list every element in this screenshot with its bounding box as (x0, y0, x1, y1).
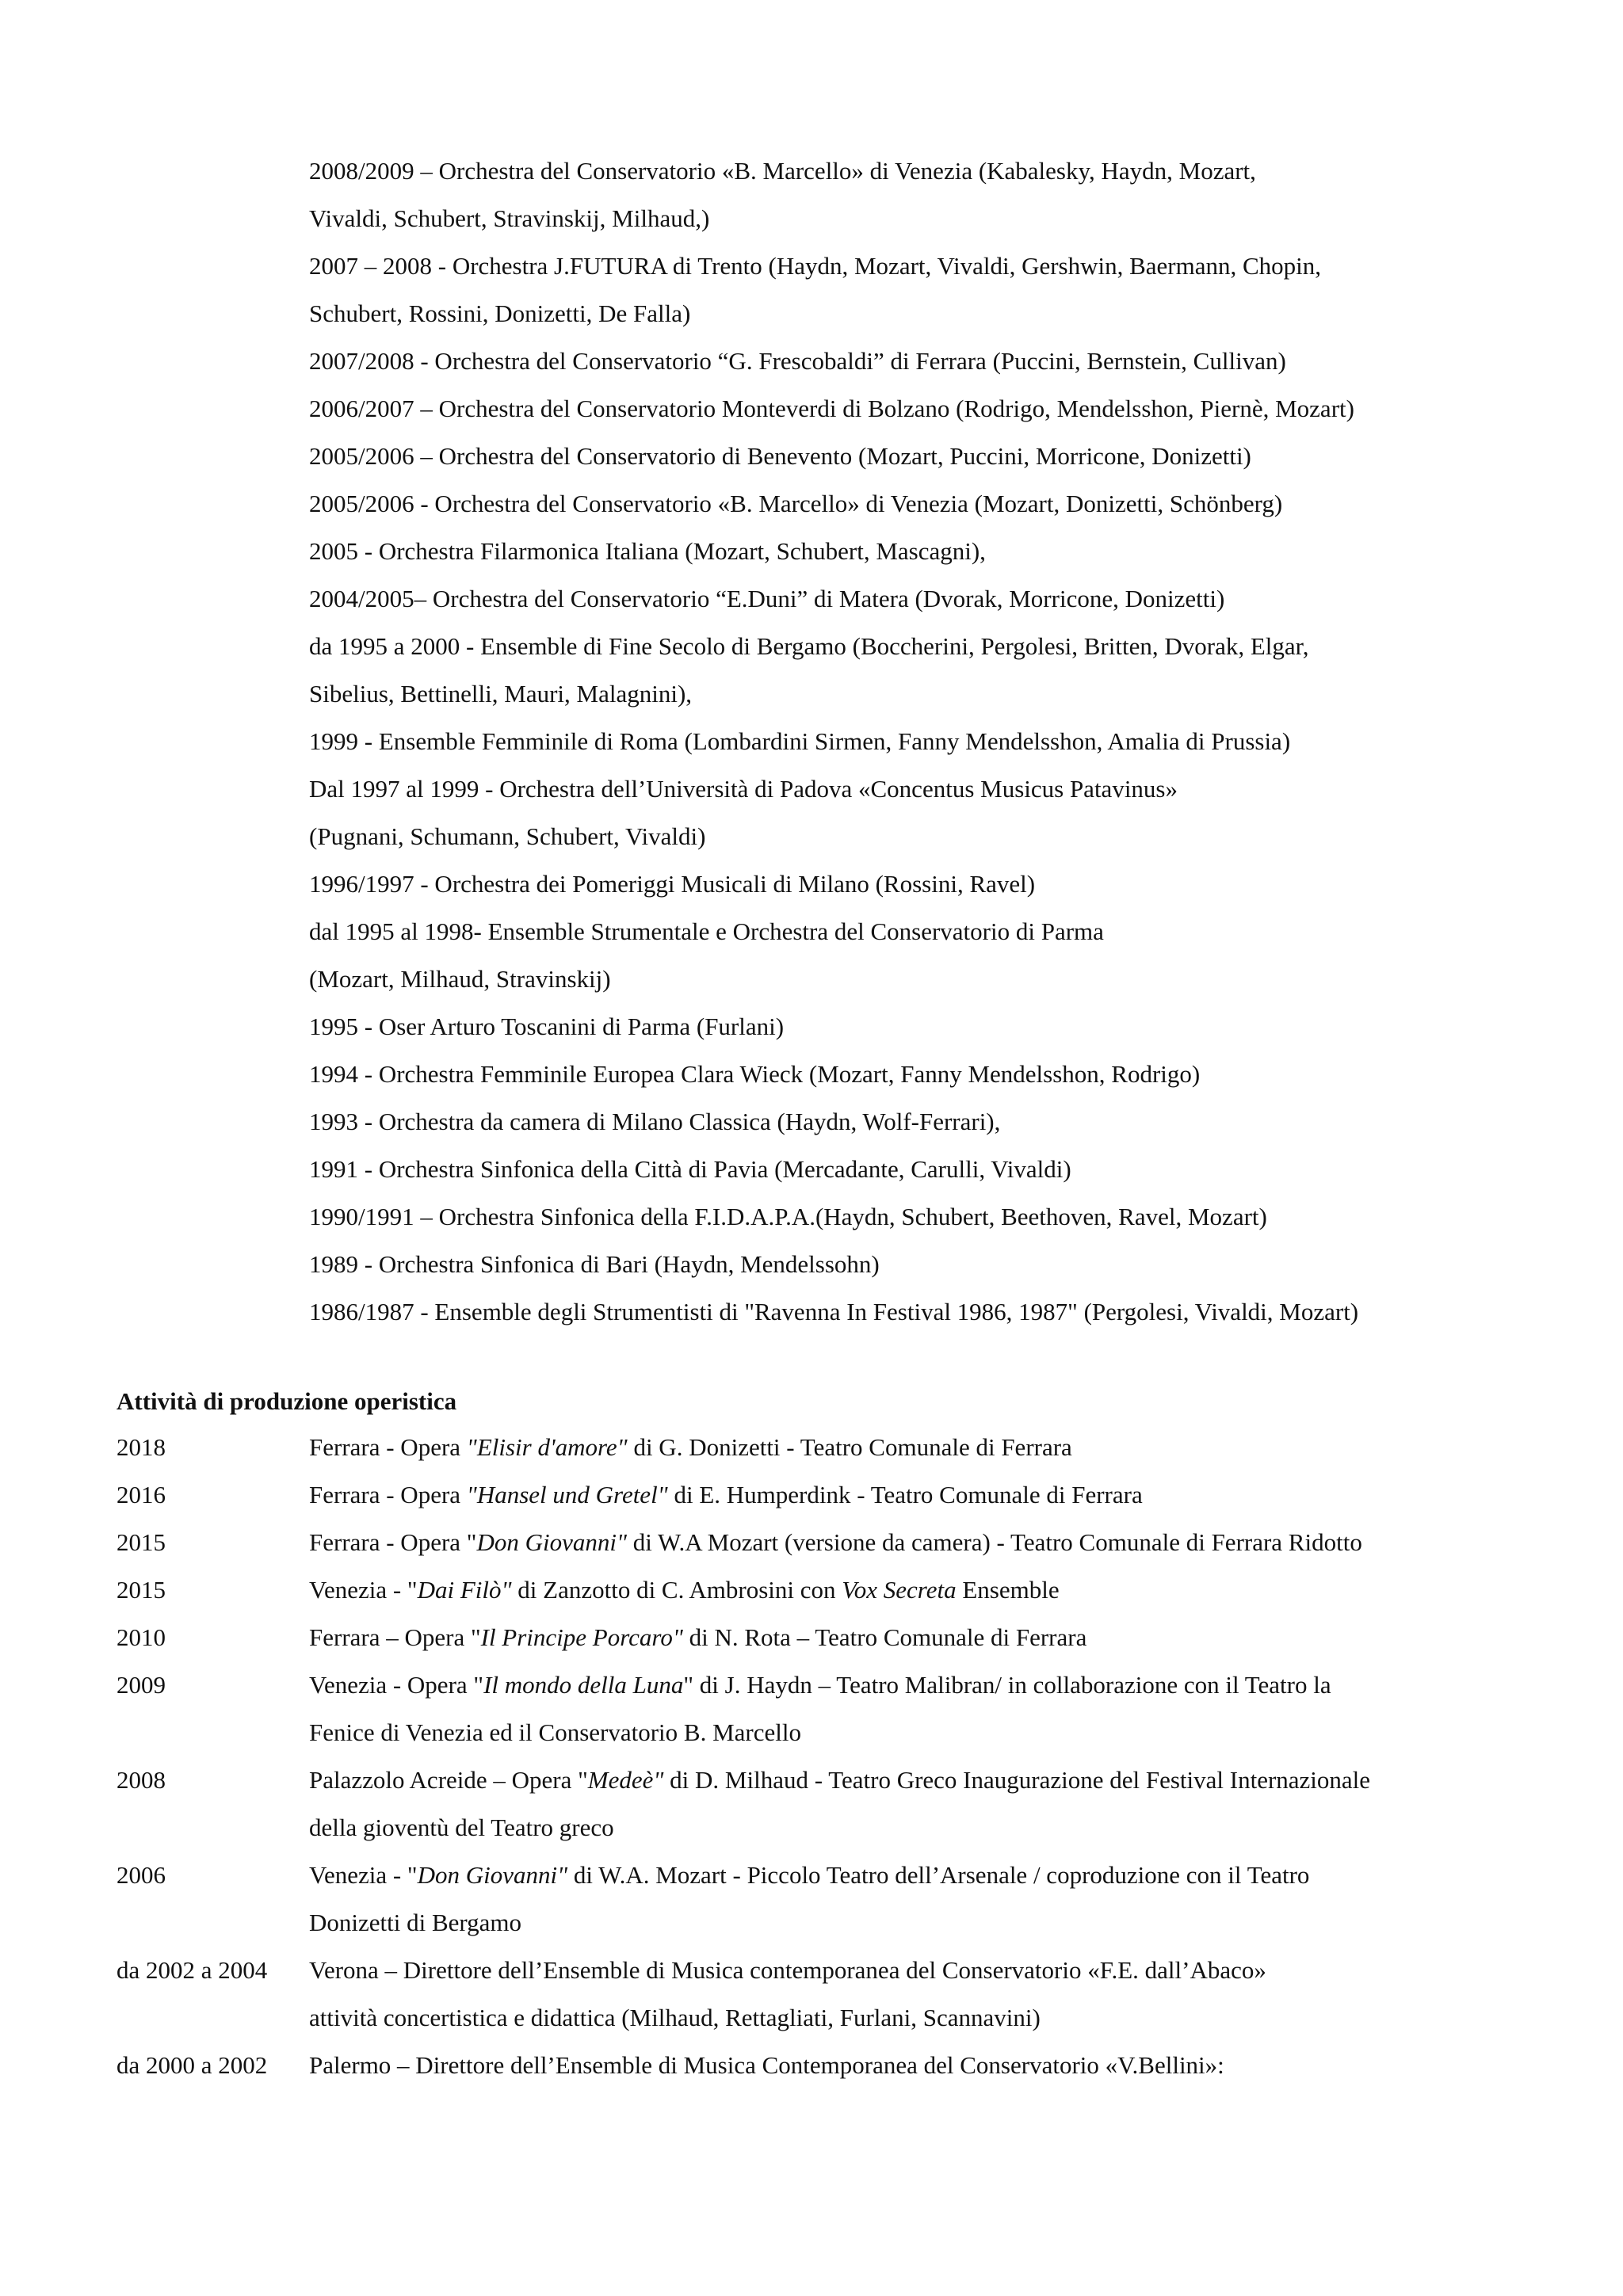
italic-title: Medeè" (587, 1766, 664, 1794)
text-segment: di D. Milhaud - Teatro Greco Inaugurazione del Festival Internazionale (663, 1766, 1371, 1794)
text-segment: Ferrara - Opera (309, 1433, 467, 1461)
orchestra-line: 2005 - Orchestra Filarmonica Italiana (Mozart, Schubert, Mascagni), (309, 537, 986, 565)
orchestra-line: 1990/1991 – Orchestra Sinfonica della F.I.D.A.P.A.(Haydn, Schubert, Beethoven, Ravel, Mozart) (309, 1203, 1267, 1230)
text-segment: Fenice di Venezia ed il Conservatorio B. Marcello (309, 1718, 801, 1746)
production-line (309, 1811, 1606, 1859)
orchestra-line: 1989 - Orchestra Sinfonica di Bari (Haydn, Mendelssohn) (309, 1250, 880, 1278)
production-year: da 2002 a 2004 (116, 1956, 268, 1984)
production-entry (116, 1573, 1606, 1621)
production-description (309, 1573, 1606, 1621)
orchestra-list (309, 154, 1593, 1343)
production-line (309, 1431, 1606, 1478)
text-segment: Ensemble (956, 1576, 1060, 1604)
production-line (309, 1478, 1606, 1526)
production-entry (116, 1954, 1606, 2049)
production-entry (116, 1478, 1606, 1526)
orchestra-line: 1986/1987 - Ensemble degli Strumentisti di "Ravenna In Festival 1986, 1987" (Pergolesi, Vivaldi, Mozart) (309, 1298, 1359, 1325)
orchestra-line: da 1995 a 2000 - Ensemble di Fine Secolo di Bergamo (Boccherini, Pergolesi, Britten, Dvorak, Elgar, (309, 632, 1309, 660)
section-title: Attività di produzione operistica (116, 1387, 457, 1415)
production-year: 2015 (116, 1528, 166, 1556)
production-description (309, 1478, 1606, 1526)
orchestra-line: 2005/2006 - Orchestra del Conservatorio «B. Marcello» di Venezia (Mozart, Donizetti, Schönberg) (309, 490, 1283, 517)
production-year: 2016 (116, 1481, 166, 1508)
orchestra-line: 1996/1997 - Orchestra dei Pomeriggi Musicali di Milano (Rossini, Ravel) (309, 870, 1036, 898)
italic-title: Dai Filò" (417, 1576, 512, 1604)
orchestra-line: Sibelius, Bettinelli, Mauri, Malagnini), (309, 680, 693, 707)
italic-title: Don Giovanni" (476, 1528, 627, 1556)
orchestra-line: 1999 - Ensemble Femminile di Roma (Lombardini Sirmen, Fanny Mendelsshon, Amalia di Prussia) (309, 727, 1291, 755)
production-description (309, 1954, 1606, 2049)
text-segment: Ferrara - Opera " (309, 1528, 477, 1556)
production-entry (116, 1526, 1606, 1573)
orchestra-line: 2006/2007 – Orchestra del Conservatorio Monteverdi di Bolzano (Rodrigo, Mendelsshon, Piernè, Mozart) (309, 395, 1354, 422)
production-year: 2009 (116, 1671, 166, 1699)
production-line (309, 1906, 1606, 1954)
text-segment: Palazzolo Acreide – Opera " (309, 1766, 588, 1794)
orchestra-line: 1991 - Orchestra Sinfonica della Città di Pavia (Mercadante, Carulli, Vivaldi) (309, 1155, 1071, 1183)
production-line (309, 2001, 1606, 2049)
production-description (309, 1859, 1606, 1954)
production-line (309, 2049, 1606, 2096)
production-description (309, 1526, 1606, 1573)
production-description (309, 1764, 1606, 1859)
production-description (309, 2049, 1606, 2096)
orchestra-line: 1995 - Oser Arturo Toscanini di Parma (Furlani) (309, 1013, 785, 1040)
production-year: 2006 (116, 1861, 166, 1889)
orchestra-line: (Pugnani, Schumann, Schubert, Vivaldi) (309, 822, 706, 850)
production-line (309, 1954, 1606, 2001)
italic-title: "Hansel und Gretel" (466, 1481, 668, 1508)
production-description (309, 1669, 1606, 1764)
text-segment: " di J. Haydn – Teatro Malibran/ in collaborazione con il Teatro la (683, 1671, 1331, 1699)
orchestra-line: dal 1995 al 1998- Ensemble Strumentale e Orchestra del Conservatorio di Parma (309, 917, 1104, 945)
text-segment: di G. Donizetti - Teatro Comunale di Ferrara (627, 1433, 1072, 1461)
orchestra-line: 1994 - Orchestra Femminile Europea Clara Wieck (Mozart, Fanny Mendelsshon, Rodrigo) (309, 1060, 1201, 1088)
production-entry (116, 1669, 1606, 1764)
text-segment: Venezia - " (309, 1576, 418, 1604)
orchestra-line: 2007 – 2008 - Orchestra J.FUTURA di Trento (Haydn, Mozart, Vivaldi, Gershwin, Baermann, Chopin, (309, 252, 1322, 280)
text-segment: di W.A Mozart (versione da camera) - Teatro Comunale di Ferrara Ridotto (626, 1528, 1362, 1556)
production-year: 2010 (116, 1623, 166, 1651)
opera-production-list (116, 1431, 1606, 2096)
italic-title: Il mondo della Luna (483, 1671, 684, 1699)
production-entry (116, 2049, 1606, 2096)
orchestra-line: 1993 - Orchestra da camera di Milano Classica (Haydn, Wolf-Ferrari), (309, 1108, 1001, 1135)
orchestra-line: 2005/2006 – Orchestra del Conservatorio di Benevento (Mozart, Puccini, Morricone, Donizetti) (309, 442, 1251, 470)
production-year: 2015 (116, 1576, 166, 1604)
italic-title: Vox Secreta (842, 1576, 957, 1604)
text-segment: Palermo – Direttore dell’Ensemble di Musica Contemporanea del Conservatorio «V.Bellini»: (309, 2051, 1224, 2079)
production-year: da 2000 a 2002 (116, 2051, 268, 2079)
production-line (309, 1621, 1606, 1669)
production-line (309, 1573, 1606, 1621)
text-segment: Donizetti di Bergamo (309, 1909, 522, 1936)
text-segment: di Zanzotto di C. Ambrosini con (511, 1576, 842, 1604)
production-entry (116, 1859, 1606, 1954)
italic-title: Don Giovanni" (417, 1861, 568, 1889)
text-segment: di N. Rota – Teatro Comunale di Ferrara (682, 1623, 1087, 1651)
italic-title: "Elisir d'amore" (466, 1433, 628, 1461)
text-segment: attività concertistica e didattica (Milhaud, Rettagliati, Furlani, Scannavini) (309, 2004, 1041, 2031)
production-line (309, 1669, 1606, 1716)
italic-title: Il Principe Porcaro" (480, 1623, 683, 1651)
orchestra-line: 2008/2009 – Orchestra del Conservatorio «B. Marcello» di Venezia (Kabalesky, Haydn, Mozart, (309, 157, 1256, 185)
production-year: 2018 (116, 1433, 166, 1461)
text-segment: Ferrara - Opera (309, 1481, 467, 1508)
text-segment: di E. Humperdink - Teatro Comunale di Ferrara (667, 1481, 1143, 1508)
orchestra-line: (Mozart, Milhaud, Stravinskij) (309, 965, 611, 993)
text-segment: della gioventù del Teatro greco (309, 1814, 614, 1841)
production-description (309, 1621, 1606, 1669)
text-segment: Venezia - Opera " (309, 1671, 484, 1699)
production-entry (116, 1621, 1606, 1669)
production-year: 2008 (116, 1766, 166, 1794)
production-line (309, 1764, 1606, 1811)
orchestra-line: Vivaldi, Schubert, Stravinskij, Milhaud,) (309, 204, 710, 232)
text-segment: di W.A. Mozart - Piccolo Teatro dell’Arsenale / coproduzione con il Teatro (567, 1861, 1310, 1889)
text-segment: Venezia - " (309, 1861, 418, 1889)
orchestra-line: Schubert, Rossini, Donizetti, De Falla) (309, 299, 691, 327)
orchestra-line: 2007/2008 - Orchestra del Conservatorio “G. Frescobaldi” di Ferrara (Puccini, Bernstein, Cullivan) (309, 347, 1286, 375)
production-entry (116, 1764, 1606, 1859)
production-line (309, 1716, 1606, 1764)
orchestra-line: 2004/2005– Orchestra del Conservatorio “E.Duni” di Matera (Dvorak, Morricone, Donizetti) (309, 585, 1225, 612)
text-segment: Ferrara – Opera " (309, 1623, 481, 1651)
production-entry (116, 1431, 1606, 1478)
production-description (309, 1431, 1606, 1478)
orchestra-line: Dal 1997 al 1999 - Orchestra dell’Università di Padova «Concentus Musicus Patavinus» (309, 775, 1178, 803)
text-segment: Verona – Direttore dell’Ensemble di Musica contemporanea del Conservatorio «F.E. dall’Abaco» (309, 1956, 1266, 1984)
production-line (309, 1526, 1606, 1573)
production-line (309, 1859, 1606, 1906)
